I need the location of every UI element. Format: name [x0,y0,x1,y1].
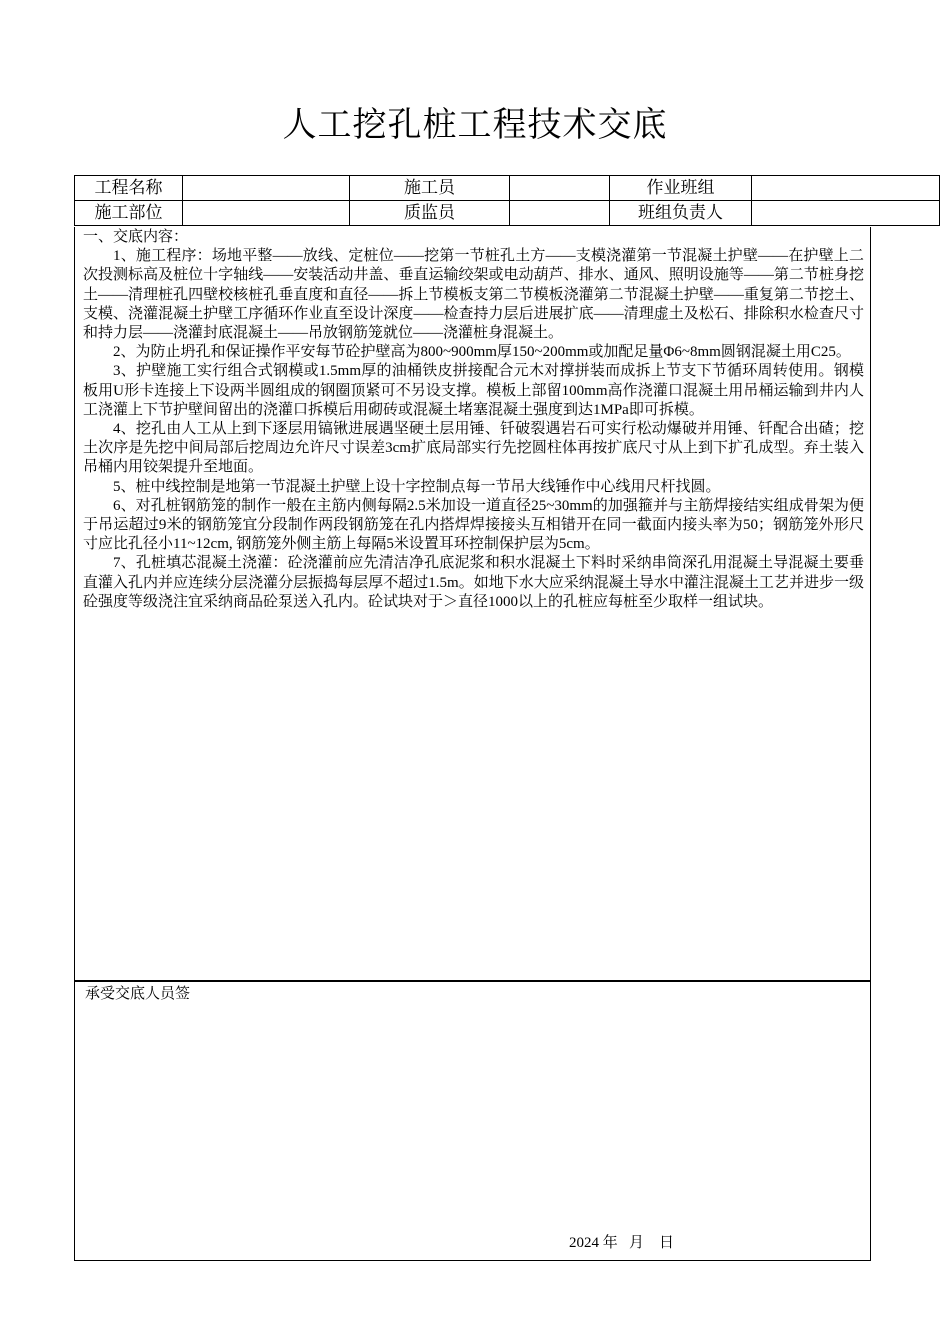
quality-inspector-label: 质监员 [350,201,510,226]
signature-cell[interactable] [74,981,871,1261]
project-name-label: 工程名称 [75,176,183,201]
team-leader-value[interactable] [752,201,940,226]
content-paragraph-4: 4、挖孔由人工从上到下逐层用镐锹进展遇坚硬土层用锤、钎破裂遇岩石可实行松动爆破并用锤、钎配合出碴；挖土次序是先挖中间局部后挖周边允许尺寸误差3cm扩底局部实行先挖圆柱体再按扩底尺寸从上到下扩孔成型。弃土装入吊桶内用铰架提升至地面。 [83,421,864,476]
content-paragraph-2: 2、为防止坍孔和保证操作平安每节砼护壁高为800~900mm厚150~200mm或加配足量Φ6~8mm圆钢混凝土用C25。 [113,344,851,361]
signature-label: 承受交底人员签 [85,986,191,1002]
construction-part-label: 施工部位 [75,201,183,226]
work-team-label: 作业班组 [610,176,752,201]
content-paragraph-6: 6、对孔桩钢筋笼的制作一般在主筋内侧每隔2.5米加设一道直径25~30mm的加强箍并与主筋焊接结实组成骨架为便于吊运超过9米的钢筋笼宜分段制作两段钢筋笼在孔内搭焊焊接接头互相错开在同一截面内接头率为50；钢筋笼外形尺寸应比孔径小11~12cm, 钢筋笼外侧主筋上每隔5米设置耳环控制保护层为5cm。 [83,497,864,553]
team-leader-label: 班组负责人 [610,201,752,226]
content-heading: 一、交底内容： [83,229,189,245]
quality-inspector-value[interactable] [510,201,610,226]
construction-part-value[interactable] [183,201,350,226]
content-paragraph-1: 1、施工程序：场地平整——放线、定桩位——挖第一节桩孔土方——支模浇灌第一节混凝土护壁——在护壁上二次投测标高及桩位十字轴线——安装活动井盖、垂直运输绞架或电动葫芦、排水、通风、照明设施等——第二节桩身挖土——清理桩孔四壁校核桩孔垂直度和直径——拆上节模板支第二节模板浇灌第二节混凝土护壁——重复第二节挖土、支模、浇灌混凝土护壁工序循环作业直至设计深度——检查持力层后进展扩底——清理虚土及松石、排除积水检查尺寸和持力层——浇灌封底混凝土——吊放钢筋笼就位——浇灌桩身混凝土。 [83,248,864,342]
header-table [74,175,940,226]
header-row-1 [75,176,940,201]
header-row-2 [75,201,940,226]
constructor-value[interactable] [510,176,610,201]
content-paragraph-5: 5、桩中线控制是地第一节混凝土护壁上设十字控制点每一节吊大线锤作中心线用尺杆找圆。 [113,478,721,495]
briefing-content [75,227,870,612]
project-name-value[interactable] [183,176,350,201]
work-team-value[interactable] [752,176,940,201]
signature-date: 2024 年 月 日 [569,1235,675,1251]
briefing-content-cell [74,227,871,981]
page-title: 人工挖孔桩工程技术交底 [282,107,668,144]
content-paragraph-3: 3、护壁施工实行组合式钢模或1.5mm厚的油桶铁皮拼接配合元木对撑拼装而成拆上节支下节循环周转使用。钢模板用U形卡连接上下设两半圆组成的钢圈顶紧可不另设支撑。模板上部留100mm高作浇灌口混凝土用吊桶运输到井内人工浇灌上下节护壁间留出的浇灌口拆模后用砌砖或混凝土堵塞混凝土强度到达1MPa即可拆模。 [83,363,864,418]
constructor-label: 施工员 [350,176,510,201]
content-paragraph-7: 7、孔桩填芯混凝土浇灌：砼浇灌前应先清洁净孔底泥浆和积水混凝土下料时采纳串筒深孔用混凝土导混凝土要垂直灌入孔内并应连续分层浇灌分层振捣每层厚不超过1.5m。如地下水大应采纳混凝土导水中灌注混凝土工艺并进步一级砼强度等级浇注宜采纳商品砼泵送入孔内。砼试块对于＞直径1000以上的孔桩应每桩至少取样一组试块。 [83,555,864,610]
